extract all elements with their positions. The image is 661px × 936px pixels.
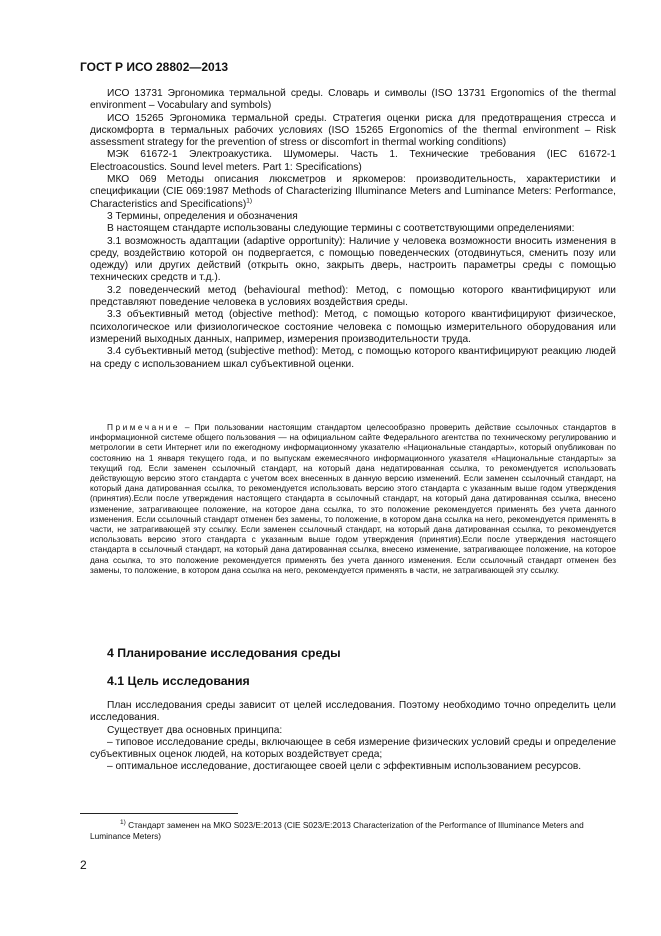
footnote-divider: [80, 813, 238, 814]
section-3-intro: В настоящем стандарте использованы следующие термины с соответствующими определениями:: [107, 223, 575, 235]
page-header: ГОСТ Р ИСО 28802—2013: [80, 60, 229, 74]
footnote-mark: 1): [120, 819, 126, 827]
footnote-text: Стандарт заменен на МКО S023/E:2013 (CIE S023/E:2013 Characterization of the Performance of Illuminance Meters and Luminance Meters): [90, 820, 584, 841]
section-4-body: [90, 700, 616, 774]
term-3-1: 3.1 возможность адаптации (adaptive opportunity): Наличие у человека возможности вносить изменения в среду, воздействию которой он подвергается, с помощью поведенческих (отодвинуться, сменить позу или одежду) или других действий (открыть окно, закрыть дверь, настроить параметры среды с помощью технических средств и т.д.).: [90, 235, 616, 284]
note-label: Примечание: [107, 422, 181, 432]
section-4-title: 4 Планирование исследования среды: [107, 646, 341, 660]
note-paragraph: [90, 422, 616, 575]
note-block: [90, 422, 616, 575]
ref-iec-61672: МЭК 61672-1 Электроакустика. Шумомеры. Часть 1. Технические требования (IEC 61672-1 Electroacoustics. Sound level meters. Part 1: Specifications): [90, 149, 616, 173]
footnote: [90, 820, 616, 841]
footnote-paragraph: [90, 820, 616, 841]
term-3-2: 3.2 поведенческий метод (behavioural method): Метод, с помощью которого квантифицируют или представляют поведение человека в условиях воздействия среды.: [90, 284, 616, 309]
section-4-paragraph-4: – оптимальное исследование, достигающее своей цели с эффективным использованием ресурсов.: [107, 761, 582, 773]
footnote-ref-mark: 1): [246, 197, 253, 205]
ref-mko-069-text: МКО 069 Методы описания люксметров и яркомеров: производительность, характеристики и спецификации (CIE 069:1987 Methods of Characterizing Illuminance Meters and Luminance Meters: Performance, Characteristics and Specifications): [90, 174, 616, 210]
term-3-4: 3.4 субъективный метод (subjective method): Метод, с помощью которого квантифицируют реакцию людей на среду с использованием шкал субъективной оценки.: [90, 346, 616, 370]
ref-iso-13731: ИСО 13731 Эргономика термальной среды. Словарь и символы (ISO 13731 Ergonomics of the thermal environment – Vocabulary and symbols): [90, 88, 616, 112]
section-4-1-title: 4.1 Цель исследования: [107, 674, 250, 688]
references-and-terms: [90, 88, 616, 371]
term-3-3: 3.3 объективный метод (objective method): Метод, с помощью которого квантифицируют физическое, психологическое или физиологическое состояние человека с помощью измерительного оборудования или измерений выходных данных, например, измерения производительности труда.: [90, 309, 616, 345]
section-3-title: 3 Термины, определения и обозначения: [107, 210, 298, 222]
note-text: – При пользовании настоящим стандартом целесообразно проверить действие ссылочных стандартов в информационной системе общего пользования — на официальном сайте Федерального агентства по техническому регулированию и метрологии в сети Интернет или по ежегодному информационному указателю «Национальные стандарты», который опубликован по состоянию на 1 января текущего года, и по выпускам ежемесячного информационного указателя «Национальные стандарты» за текущий год. Если заменен ссылочный стандарт, на который дана недатированная ссылка, то рекомендуется использовать действующую версию этого стандарта с учетом всех внесенных в данную версию изменений. Если заменен ссылочный стандарт, на который дана датированная ссылка, то рекомендуется использовать версию этого стандарта с указанным выше годом утверждения (принятия).Если после утверждения настоящего стандарта в ссылочный стандарт, на который дана датированная ссылка, внесено изменение, затрагивающее положение, на которое дана ссылка, то это положение рекомендуется применять без учета данного изменения. Если ссылочный стандарт отменен без замены, то положение, в котором дана ссылка на него, рекомендуется применять в части, не затрагивающей эту ссылку. Если заменен ссылочный стандарт, на который дана датированная ссылка, то рекомендуется использовать версию этого стандарта с указанным выше годом утверждения (принятия).Если после утверждения настоящего стандарта в ссылочный стандарт, на который дана датированная ссылка, внесено изменение, затрагивающее положение, на которое дана ссылка, то это положение рекомендуется применять без учета данного изменения. Если ссылочный стандарт отменен без замены, то положение, в котором дана ссылка на него, рекомендуется применять в части, не затрагивающей эту ссылку.: [90, 422, 616, 575]
section-4-paragraph-2: Существует два основных принципа:: [107, 724, 283, 736]
section-4-paragraph-3: – типовое исследование среды, включающее в себя измерение физических условий среды и определение субъективных оценок людей, на которых воздействует среда;: [90, 736, 616, 761]
section-4-paragraph-1: План исследования среды зависит от целей исследования. Поэтому необходимо точно определить цели исследования.: [90, 700, 616, 724]
page-number: 2: [80, 858, 87, 872]
ref-mko-069: [90, 174, 616, 211]
ref-iso-15265: ИСО 15265 Эргономика термальной среды. Стратегия оценки риска для предотвращения стресса и дискомфорта в термальных рабочих условиях (ISO 15265 Ergonomics of the thermal environment – Risk assessment strategy for the prevention of stress or discomfort in thermal working conditions): [90, 112, 616, 149]
